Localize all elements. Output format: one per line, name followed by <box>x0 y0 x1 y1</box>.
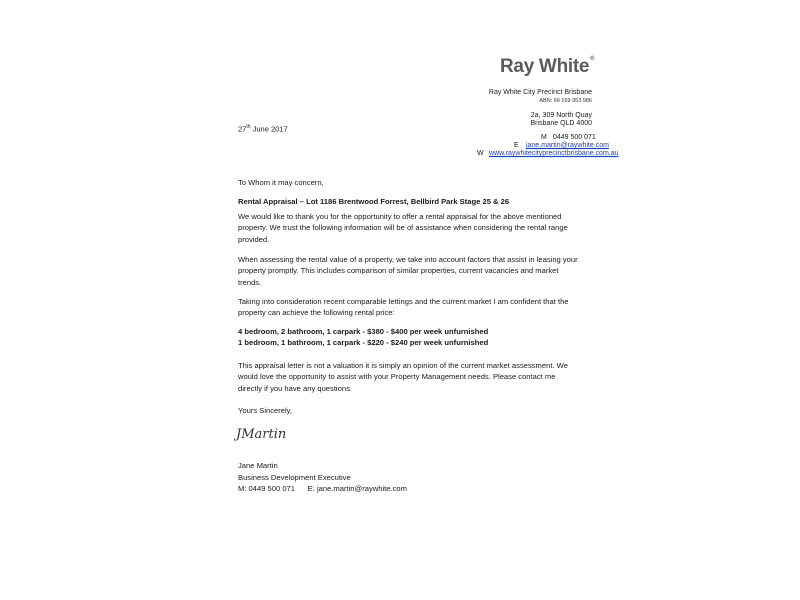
ray-white-logo <box>500 56 594 78</box>
brand-name: Ray White <box>500 56 590 77</box>
date-day: 27 <box>238 124 247 134</box>
registered-mark: ® <box>590 56 595 62</box>
address-line-1: 2a, 309 North Quay <box>530 112 592 119</box>
letter-date <box>238 124 288 134</box>
paragraph-consideration: Taking into consideration recent comparable lettings and the current market I am confident that the property can achieve the following rental price: <box>238 297 569 318</box>
salutation: To Whom it may concern, <box>238 178 324 187</box>
subject-line: Rental Appraisal – Lot 1186 Brentwood Forrest, Bellbird Park Stage 25 & 26 <box>238 197 510 206</box>
mobile-label: M <box>541 134 547 141</box>
office-name: Ray White City Precinct Brisbane <box>488 89 592 96</box>
price-line-1: 4 bedroom, 2 bathroom, 1 carpark - $380 - $400 per week unfurnished <box>238 327 489 336</box>
paragraph-disclaimer: This appraisal letter is not a valuation it is simply an opinion of the current market assessment. We would love the opportunity to assist with your Property Management needs. Please contact me directly if you have any questions. <box>238 361 568 393</box>
website-link[interactable]: www.raywhitecityprecinctbrisbane.com.au <box>488 150 619 157</box>
mobile-number: 0449 500 071 <box>552 134 596 141</box>
date-suffix: th <box>246 124 251 130</box>
email-line <box>514 142 609 149</box>
paragraph-assessment: When assessing the rental value of a property, we take into account factors that assist in leasing your property promptly. This includes comparison of similar properties, current vacancies and market trends. <box>238 255 578 287</box>
web-label: W <box>477 150 484 157</box>
website-line <box>477 150 619 157</box>
handwritten-signature: JMartin <box>236 427 287 442</box>
closing: Yours Sincerely, <box>238 406 293 415</box>
address-line-2: Brisbane QLD 4000 <box>530 120 592 127</box>
signer-name: Jane Martin <box>238 461 278 470</box>
email-link[interactable]: jane.martin@raywhite.com <box>525 142 609 149</box>
signer-contact: M: 0449 500 071 E: jane.martin@raywhite.com <box>238 484 407 493</box>
paragraph-thanks: We would like to thank you for the opportunity to offer a rental appraisal for the above mentioned property. We trust the following information will be of assistance when considering the rental range provided. <box>238 212 568 244</box>
email-label: E <box>514 142 519 149</box>
date-rest: June 2017 <box>250 124 288 134</box>
price-line-2: 1 bedroom, 1 bathroom, 1 carpark - $220 - $240 per week unfurnished <box>238 338 489 347</box>
mobile-line <box>541 134 596 141</box>
abn: ABN: 66 169 953 986 <box>539 98 592 104</box>
signer-title: Business Development Executive <box>238 473 351 482</box>
